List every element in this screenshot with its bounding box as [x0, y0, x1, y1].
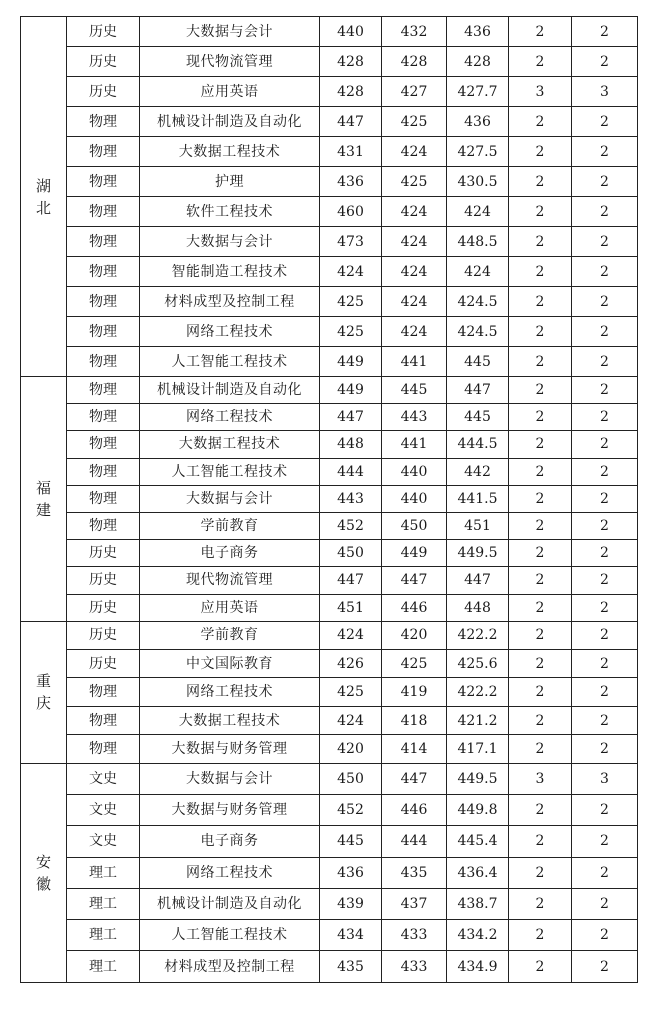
- avg-score-cell: 422.2: [447, 678, 509, 706]
- table-row: [21, 485, 638, 512]
- major-cell: 网络工程技术: [140, 404, 320, 431]
- major-cell: 大数据与会计: [140, 763, 320, 794]
- table-body: [21, 17, 638, 983]
- count-cell: 2: [572, 951, 638, 982]
- table-row: [21, 107, 638, 137]
- major-cell: 机械设计制造及自动化: [140, 888, 320, 919]
- table-row: [21, 431, 638, 458]
- subject-cell: 物理: [67, 167, 140, 197]
- count-cell: 2: [509, 888, 572, 919]
- count-cell: 2: [509, 287, 572, 317]
- count-cell: 2: [572, 287, 638, 317]
- count-cell: 2: [509, 197, 572, 227]
- table-row: [21, 17, 638, 47]
- count-cell: 2: [572, 167, 638, 197]
- major-cell: 应用英语: [140, 77, 320, 107]
- province-char: 庆: [35, 694, 51, 713]
- min-score-cell: 435: [382, 857, 447, 888]
- subject-cell: 物理: [67, 458, 140, 485]
- table-row: [21, 77, 638, 107]
- min-score-cell: 440: [382, 458, 447, 485]
- count-cell: 3: [572, 763, 638, 794]
- avg-score-cell: 424: [447, 257, 509, 287]
- max-score-cell: 443: [320, 485, 382, 512]
- major-cell: 大数据工程技术: [140, 431, 320, 458]
- count-cell: 2: [509, 377, 572, 404]
- count-cell: 2: [572, 512, 638, 539]
- table-row: [21, 197, 638, 227]
- count-cell: 2: [572, 317, 638, 347]
- count-cell: 2: [572, 857, 638, 888]
- avg-score-cell: 451: [447, 512, 509, 539]
- max-score-cell: 440: [320, 17, 382, 47]
- count-cell: 2: [572, 257, 638, 287]
- avg-score-cell: 442: [447, 458, 509, 485]
- avg-score-cell: 424: [447, 197, 509, 227]
- table-row: [21, 137, 638, 167]
- major-cell: 材料成型及控制工程: [140, 951, 320, 982]
- table-row: [21, 594, 638, 621]
- min-score-cell: 441: [382, 431, 447, 458]
- admission-score-table: [20, 16, 638, 983]
- count-cell: 2: [509, 621, 572, 649]
- count-cell: 2: [572, 377, 638, 404]
- count-cell: 2: [572, 735, 638, 763]
- min-score-cell: 428: [382, 47, 447, 77]
- min-score-cell: 420: [382, 621, 447, 649]
- major-cell: 现代物流管理: [140, 47, 320, 77]
- province-char: 徽: [35, 874, 51, 893]
- province-char: 湖: [35, 176, 51, 195]
- major-cell: 网络工程技术: [140, 317, 320, 347]
- table-row: [21, 458, 638, 485]
- count-cell: 2: [572, 650, 638, 678]
- max-score-cell: 439: [320, 888, 382, 919]
- table-row: [21, 512, 638, 539]
- avg-score-cell: 434.9: [447, 951, 509, 982]
- table-row: [21, 257, 638, 287]
- count-cell: 2: [509, 735, 572, 763]
- max-score-cell: 425: [320, 287, 382, 317]
- count-cell: 2: [509, 137, 572, 167]
- subject-cell: 物理: [67, 137, 140, 167]
- max-score-cell: 428: [320, 77, 382, 107]
- count-cell: 2: [572, 458, 638, 485]
- count-cell: 2: [572, 17, 638, 47]
- min-score-cell: 427: [382, 77, 447, 107]
- major-cell: 大数据与会计: [140, 17, 320, 47]
- subject-cell: 物理: [67, 197, 140, 227]
- count-cell: 2: [509, 257, 572, 287]
- max-score-cell: 447: [320, 567, 382, 594]
- major-cell: 现代物流管理: [140, 567, 320, 594]
- subject-cell: 物理: [67, 227, 140, 257]
- subject-cell: 物理: [67, 735, 140, 763]
- min-score-cell: 445: [382, 377, 447, 404]
- table-row: [21, 227, 638, 257]
- subject-cell: 历史: [67, 567, 140, 594]
- major-cell: 大数据工程技术: [140, 137, 320, 167]
- count-cell: 2: [509, 404, 572, 431]
- count-cell: 2: [509, 567, 572, 594]
- min-score-cell: 414: [382, 735, 447, 763]
- major-cell: 网络工程技术: [140, 678, 320, 706]
- subject-cell: 历史: [67, 17, 140, 47]
- count-cell: 2: [572, 347, 638, 377]
- province-cell: [21, 763, 67, 982]
- min-score-cell: 437: [382, 888, 447, 919]
- table-row: [21, 763, 638, 794]
- max-score-cell: 473: [320, 227, 382, 257]
- avg-score-cell: 449.5: [447, 763, 509, 794]
- max-score-cell: 436: [320, 857, 382, 888]
- count-cell: 2: [509, 47, 572, 77]
- min-score-cell: 450: [382, 512, 447, 539]
- count-cell: 2: [572, 485, 638, 512]
- major-cell: 大数据工程技术: [140, 706, 320, 734]
- min-score-cell: 433: [382, 951, 447, 982]
- min-score-cell: 424: [382, 227, 447, 257]
- min-score-cell: 419: [382, 678, 447, 706]
- avg-score-cell: 449.8: [447, 794, 509, 825]
- count-cell: 2: [509, 650, 572, 678]
- count-cell: 2: [509, 512, 572, 539]
- subject-cell: 理工: [67, 888, 140, 919]
- major-cell: 护理: [140, 167, 320, 197]
- table-row: [21, 540, 638, 567]
- count-cell: 2: [572, 706, 638, 734]
- avg-score-cell: 447: [447, 377, 509, 404]
- avg-score-cell: 422.2: [447, 621, 509, 649]
- max-score-cell: 450: [320, 763, 382, 794]
- avg-score-cell: 427.7: [447, 77, 509, 107]
- avg-score-cell: 436.4: [447, 857, 509, 888]
- count-cell: 2: [509, 107, 572, 137]
- count-cell: 2: [509, 857, 572, 888]
- count-cell: 2: [509, 167, 572, 197]
- subject-cell: 历史: [67, 621, 140, 649]
- major-cell: 网络工程技术: [140, 857, 320, 888]
- count-cell: 2: [572, 107, 638, 137]
- avg-score-cell: 445: [447, 404, 509, 431]
- major-cell: 大数据与财务管理: [140, 794, 320, 825]
- max-score-cell: 444: [320, 458, 382, 485]
- max-score-cell: 420: [320, 735, 382, 763]
- table-row: [21, 857, 638, 888]
- table-row: [21, 621, 638, 649]
- max-score-cell: 436: [320, 167, 382, 197]
- subject-cell: 物理: [67, 512, 140, 539]
- major-cell: 应用英语: [140, 594, 320, 621]
- max-score-cell: 447: [320, 107, 382, 137]
- max-score-cell: 424: [320, 621, 382, 649]
- count-cell: 2: [509, 678, 572, 706]
- count-cell: 2: [572, 227, 638, 257]
- min-score-cell: 433: [382, 920, 447, 951]
- major-cell: 材料成型及控制工程: [140, 287, 320, 317]
- admission-score-sheet: [20, 16, 637, 983]
- max-score-cell: 434: [320, 920, 382, 951]
- table-row: [21, 706, 638, 734]
- max-score-cell: 452: [320, 512, 382, 539]
- min-score-cell: 444: [382, 826, 447, 857]
- avg-score-cell: 417.1: [447, 735, 509, 763]
- major-cell: 中文国际教育: [140, 650, 320, 678]
- major-cell: 大数据与会计: [140, 227, 320, 257]
- avg-score-cell: 425.6: [447, 650, 509, 678]
- count-cell: 2: [509, 431, 572, 458]
- province-char: 建: [35, 500, 51, 519]
- subject-cell: 文史: [67, 763, 140, 794]
- subject-cell: 历史: [67, 47, 140, 77]
- max-score-cell: 452: [320, 794, 382, 825]
- max-score-cell: 447: [320, 404, 382, 431]
- table-row: [21, 167, 638, 197]
- subject-cell: 物理: [67, 678, 140, 706]
- max-score-cell: 425: [320, 678, 382, 706]
- subject-cell: 物理: [67, 107, 140, 137]
- subject-cell: 历史: [67, 77, 140, 107]
- table-row: [21, 735, 638, 763]
- min-score-cell: 446: [382, 794, 447, 825]
- province-cell: [21, 377, 67, 622]
- subject-cell: 物理: [67, 485, 140, 512]
- avg-score-cell: 444.5: [447, 431, 509, 458]
- min-score-cell: 418: [382, 706, 447, 734]
- count-cell: 2: [509, 458, 572, 485]
- avg-score-cell: 428: [447, 47, 509, 77]
- major-cell: 电子商务: [140, 540, 320, 567]
- major-cell: 机械设计制造及自动化: [140, 107, 320, 137]
- count-cell: 2: [509, 826, 572, 857]
- count-cell: 2: [509, 794, 572, 825]
- subject-cell: 物理: [67, 347, 140, 377]
- major-cell: 大数据与会计: [140, 485, 320, 512]
- count-cell: 2: [572, 431, 638, 458]
- table-row: [21, 287, 638, 317]
- count-cell: 3: [572, 77, 638, 107]
- avg-score-cell: 445.4: [447, 826, 509, 857]
- table-row: [21, 567, 638, 594]
- count-cell: 2: [572, 197, 638, 227]
- table-row: [21, 826, 638, 857]
- min-score-cell: 424: [382, 197, 447, 227]
- major-cell: 人工智能工程技术: [140, 920, 320, 951]
- subject-cell: 历史: [67, 540, 140, 567]
- subject-cell: 历史: [67, 594, 140, 621]
- max-score-cell: 448: [320, 431, 382, 458]
- count-cell: 2: [509, 920, 572, 951]
- major-cell: 大数据与财务管理: [140, 735, 320, 763]
- max-score-cell: 435: [320, 951, 382, 982]
- avg-score-cell: 427.5: [447, 137, 509, 167]
- subject-cell: 理工: [67, 857, 140, 888]
- subject-cell: 物理: [67, 257, 140, 287]
- avg-score-cell: 448: [447, 594, 509, 621]
- min-score-cell: 425: [382, 650, 447, 678]
- subject-cell: 理工: [67, 920, 140, 951]
- subject-cell: 文史: [67, 826, 140, 857]
- province-cell: [21, 17, 67, 377]
- min-score-cell: 446: [382, 594, 447, 621]
- count-cell: 2: [509, 706, 572, 734]
- count-cell: 2: [572, 920, 638, 951]
- count-cell: 2: [572, 567, 638, 594]
- avg-score-cell: 436: [447, 107, 509, 137]
- count-cell: 2: [572, 594, 638, 621]
- subject-cell: 物理: [67, 431, 140, 458]
- avg-score-cell: 421.2: [447, 706, 509, 734]
- major-cell: 机械设计制造及自动化: [140, 377, 320, 404]
- min-score-cell: 432: [382, 17, 447, 47]
- min-score-cell: 425: [382, 107, 447, 137]
- count-cell: 3: [509, 763, 572, 794]
- count-cell: 2: [572, 678, 638, 706]
- max-score-cell: 431: [320, 137, 382, 167]
- avg-score-cell: 438.7: [447, 888, 509, 919]
- table-row: [21, 951, 638, 982]
- table-row: [21, 377, 638, 404]
- max-score-cell: 449: [320, 377, 382, 404]
- max-score-cell: 450: [320, 540, 382, 567]
- min-score-cell: 443: [382, 404, 447, 431]
- count-cell: 2: [572, 794, 638, 825]
- province-cell: [21, 621, 67, 763]
- table-row: [21, 404, 638, 431]
- max-score-cell: 460: [320, 197, 382, 227]
- subject-cell: 物理: [67, 404, 140, 431]
- table-row: [21, 920, 638, 951]
- subject-cell: 物理: [67, 706, 140, 734]
- province-char: 重: [35, 672, 51, 691]
- avg-score-cell: 434.2: [447, 920, 509, 951]
- subject-cell: 理工: [67, 951, 140, 982]
- major-cell: 人工智能工程技术: [140, 458, 320, 485]
- avg-score-cell: 448.5: [447, 227, 509, 257]
- count-cell: 2: [509, 347, 572, 377]
- count-cell: 2: [509, 951, 572, 982]
- table-row: [21, 317, 638, 347]
- major-cell: 软件工程技术: [140, 197, 320, 227]
- count-cell: 2: [509, 540, 572, 567]
- min-score-cell: 425: [382, 167, 447, 197]
- subject-cell: 物理: [67, 377, 140, 404]
- max-score-cell: 428: [320, 47, 382, 77]
- max-score-cell: 451: [320, 594, 382, 621]
- max-score-cell: 445: [320, 826, 382, 857]
- subject-cell: 物理: [67, 287, 140, 317]
- min-score-cell: 424: [382, 287, 447, 317]
- avg-score-cell: 436: [447, 17, 509, 47]
- table-row: [21, 650, 638, 678]
- min-score-cell: 440: [382, 485, 447, 512]
- avg-score-cell: 447: [447, 567, 509, 594]
- table-row: [21, 47, 638, 77]
- table-row: [21, 888, 638, 919]
- count-cell: 2: [572, 404, 638, 431]
- count-cell: 2: [572, 137, 638, 167]
- major-cell: 学前教育: [140, 512, 320, 539]
- count-cell: 2: [509, 17, 572, 47]
- avg-score-cell: 430.5: [447, 167, 509, 197]
- avg-score-cell: 424.5: [447, 287, 509, 317]
- subject-cell: 文史: [67, 794, 140, 825]
- min-score-cell: 447: [382, 763, 447, 794]
- max-score-cell: 424: [320, 257, 382, 287]
- max-score-cell: 426: [320, 650, 382, 678]
- max-score-cell: 425: [320, 317, 382, 347]
- major-cell: 学前教育: [140, 621, 320, 649]
- count-cell: 2: [572, 540, 638, 567]
- major-cell: 电子商务: [140, 826, 320, 857]
- avg-score-cell: 445: [447, 347, 509, 377]
- table-row: [21, 347, 638, 377]
- count-cell: 2: [572, 888, 638, 919]
- province-char: 安: [35, 852, 51, 871]
- avg-score-cell: 449.5: [447, 540, 509, 567]
- min-score-cell: 424: [382, 137, 447, 167]
- min-score-cell: 424: [382, 257, 447, 287]
- min-score-cell: 447: [382, 567, 447, 594]
- subject-cell: 物理: [67, 317, 140, 347]
- count-cell: 2: [572, 47, 638, 77]
- avg-score-cell: 441.5: [447, 485, 509, 512]
- max-score-cell: 424: [320, 706, 382, 734]
- min-score-cell: 441: [382, 347, 447, 377]
- min-score-cell: 449: [382, 540, 447, 567]
- count-cell: 2: [509, 317, 572, 347]
- count-cell: 3: [509, 77, 572, 107]
- province-char: 北: [35, 198, 51, 217]
- province-char: 福: [35, 478, 51, 497]
- count-cell: 2: [572, 621, 638, 649]
- min-score-cell: 424: [382, 317, 447, 347]
- max-score-cell: 449: [320, 347, 382, 377]
- count-cell: 2: [509, 227, 572, 257]
- table-row: [21, 794, 638, 825]
- subject-cell: 历史: [67, 650, 140, 678]
- table-row: [21, 678, 638, 706]
- count-cell: 2: [572, 826, 638, 857]
- count-cell: 2: [509, 594, 572, 621]
- major-cell: 智能制造工程技术: [140, 257, 320, 287]
- avg-score-cell: 424.5: [447, 317, 509, 347]
- count-cell: 2: [509, 485, 572, 512]
- major-cell: 人工智能工程技术: [140, 347, 320, 377]
